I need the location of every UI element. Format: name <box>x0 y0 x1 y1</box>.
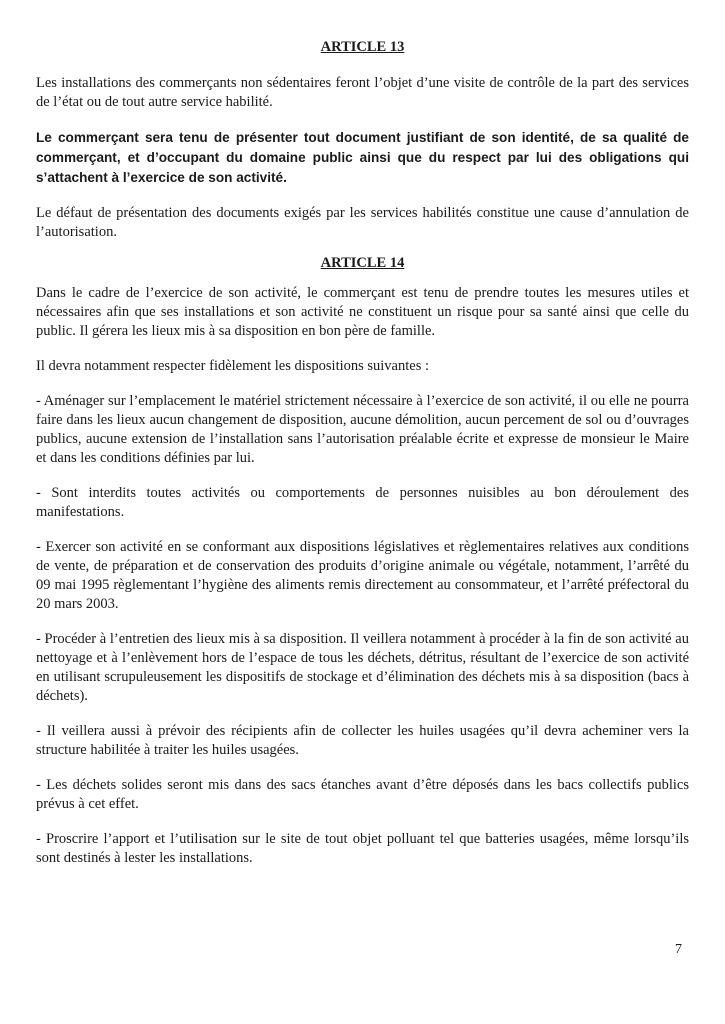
article-13-paragraph-1: Les installations des commerçants non sédentaires feront l’objet d’une visite de contrôle de la part des services de l’état ou de tout autre service habilité. <box>36 75 689 110</box>
list-item: - Il veillera aussi à prévoir des récipients afin de collecter les huiles usagées qu’il devra acheminer vers la structure habilitée à traiter les huiles usagées. <box>36 723 689 758</box>
article-13-title: ARTICLE 13 <box>320 39 405 55</box>
list-item: - Proscrire l’apport et l’utilisation sur le site de tout objet polluant tel que batteries usagées, même lorsqu’ils sont destinés à lester les installations. <box>36 831 689 866</box>
list-item: - Les déchets solides seront mis dans des sacs étanches avant d’être déposés dans les bacs collectifs publics prévus à cet effet. <box>36 777 689 812</box>
article-13-paragraph-3: Le défaut de présentation des documents exigés par les services habilités constitue une cause d’annulation de l’autorisation. <box>36 205 689 240</box>
page-number: 7 <box>675 942 682 957</box>
list-item: - Procéder à l’entretien des lieux mis à sa disposition. Il veillera notamment à procéder à la fin de son activité au nettoyage et à l’enlèvement hors de l’espace de tous les déchets, détritus, résultant de l’exercice de son activité en utilisant scrupuleusement les dispositifs de stockage et d’élimination des déchets mis à sa disposition (bacs à déchets). <box>36 631 689 704</box>
article-14-title: ARTICLE 14 <box>320 255 405 271</box>
document-page <box>36 38 689 868</box>
article-13-paragraph-2: Le commerçant sera tenu de présenter tout document justifiant de son identité, de sa qualité de commerçant, et d’occupant du domaine public ainsi que du respect par lui des obligations qui s’attachent à l’exercice de son activité. <box>36 130 689 185</box>
list-item: - Exercer son activité en se conformant aux dispositions législatives et règlementaires relatives aux conditions de vente, de préparation et de conservation des produits d’origine animale ou végétale, notamment, l’arrêté du 09 mai 1995 règlementant l’hygiène des aliments remis directement au consommateur, et l’arrêté préfectoral du 20 mars 2003. <box>36 539 689 612</box>
list-item: - Aménager sur l’emplacement le matériel strictement nécessaire à l’exercice de son activité, il ou elle ne pourra faire dans les lieux aucun changement de disposition, aucune démolition, aucun percement de sol ou d’ouvrages publics, aucune extension de l’installation sans l’autorisation préalable écrite et expresse de monsieur le Maire et dans les conditions définies par lui. <box>36 393 689 466</box>
article-14-paragraph-2: Il devra notamment respecter fidèlement les dispositions suivantes : <box>36 358 430 374</box>
article-14-paragraph-1: Dans le cadre de l’exercice de son activité, le commerçant est tenu de prendre toutes les mesures utiles et nécessaires afin que ses installations et son activité ne constituent un risque pour sa santé ainsi que celle du public. Il gérera les lieux mis à sa disposition en bon père de famille. <box>36 285 689 339</box>
list-item: - Sont interdits toutes activités ou comportements de personnes nuisibles au bon déroulement des manifestations. <box>36 485 689 520</box>
